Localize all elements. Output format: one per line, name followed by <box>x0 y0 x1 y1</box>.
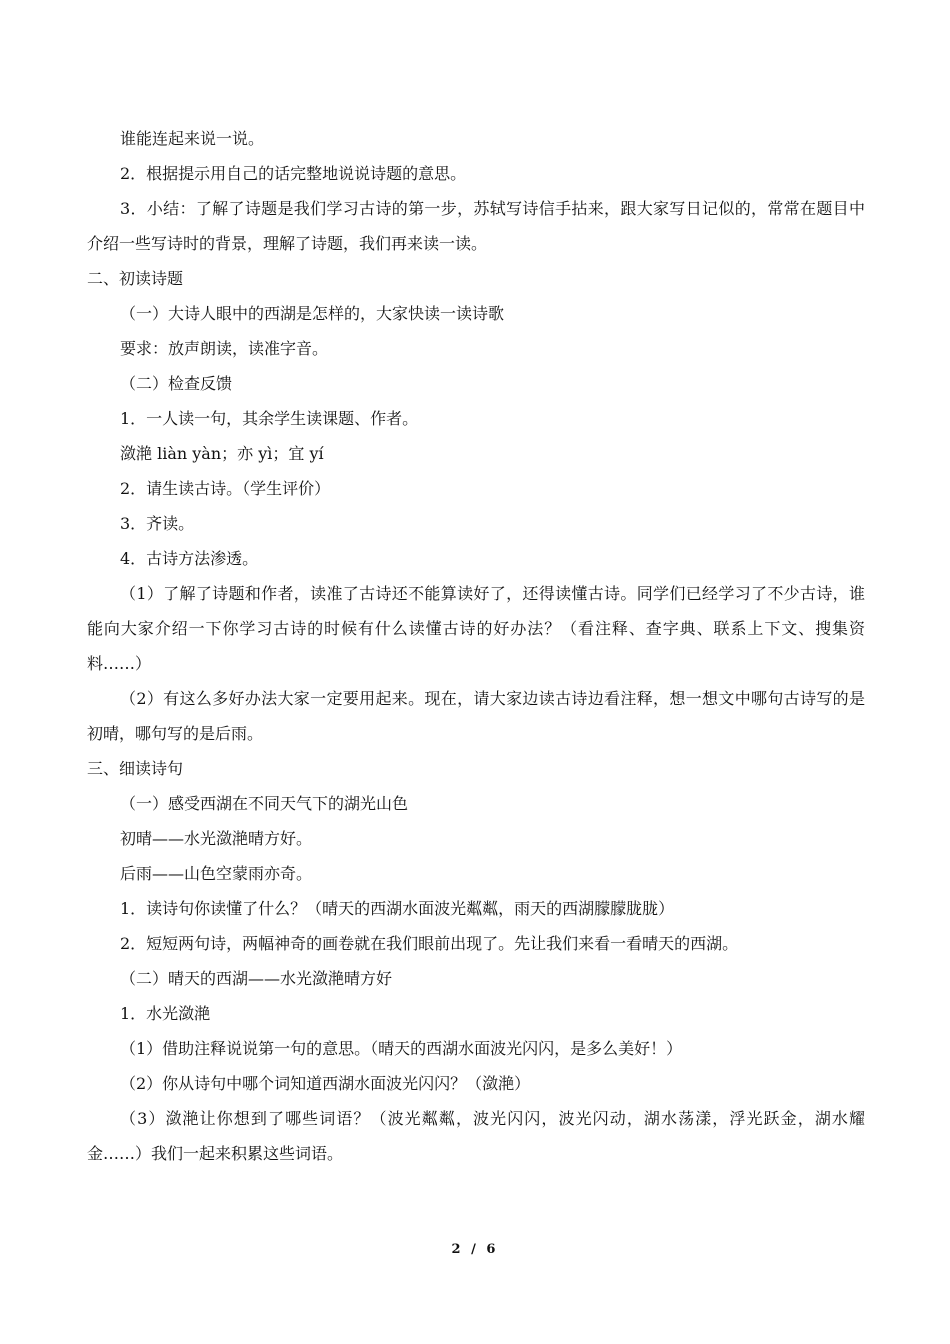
text-line: 后雨——山色空蒙雨亦奇。 <box>120 864 313 883</box>
text-line: 1．读诗句你读懂了什么？（晴天的西湖水面波光粼粼，雨天的西湖朦朦胧胧） <box>120 899 675 918</box>
text-line: （一）大诗人眼中的西湖是怎样的，大家快读一读诗歌 <box>120 304 505 323</box>
text-paragraph: 3．小结：了解了诗题是我们学习古诗的第一步，苏轼写诗信手拈来，跟大家写日记似的，常常在题目中介绍一些写诗时的背景，理解了诗题，我们再来读一读。 <box>87 199 865 253</box>
text-line: （1）借助注释说说第一句的意思。（晴天的西湖水面波光闪闪，是多么美好！） <box>120 1039 683 1058</box>
text-line: 2．请生读古诗。（学生评价） <box>120 479 331 498</box>
text-line: （2）你从诗句中哪个词知道西湖水面波光闪闪？（潋滟） <box>120 1074 531 1093</box>
text-paragraph: （3）潋滟让你想到了哪些词语？（波光粼粼，波光闪闪，波光闪动，湖水荡漾，浮光跃金，湖水耀金……）我们一起来积累这些词语。 <box>87 1109 865 1163</box>
document-body <box>87 121 865 1171</box>
section-heading: 二、初读诗题 <box>87 269 184 288</box>
text-paragraph: （2）有这么多好办法大家一定要用起来。现在，请大家边读古诗边看注释，想一想文中哪句古诗写的是初晴，哪句写的是后雨。 <box>87 689 865 743</box>
text-line: 初晴——水光潋滟晴方好。 <box>120 829 313 848</box>
text-line: （二）晴天的西湖——水光潋滟晴方好 <box>120 969 393 988</box>
text-line: （一）感受西湖在不同天气下的湖光山色 <box>120 794 409 813</box>
section-heading: 三、细读诗句 <box>87 759 184 778</box>
text-line: 2．根据提示用自己的话完整地说说诗题的意思。 <box>120 164 467 183</box>
text-line: 潋滟 liàn yàn；亦 yì；宜 yí <box>120 444 324 463</box>
text-line: 2．短短两句诗，两幅神奇的画卷就在我们眼前出现了。先让我们来看一看晴天的西湖。 <box>120 934 739 953</box>
text-paragraph: （1）了解了诗题和作者，读准了古诗还不能算读好了，还得读懂古诗。同学们已经学习了不少古诗，谁能向大家介绍一下你学习古诗的时候有什么读懂古诗的好办法？（看注释、查字典、联系上下文、搜集资料……） <box>87 584 865 673</box>
text-line: 1．一人读一句，其余学生读课题、作者。 <box>120 409 419 428</box>
page-number: 2 / 6 <box>451 1242 499 1257</box>
text-line: 谁能连起来说一说。 <box>120 129 265 148</box>
text-line: 4．古诗方法渗透。 <box>120 549 259 568</box>
text-line: 3．齐读。 <box>120 514 195 533</box>
text-line: （二）检查反馈 <box>120 374 233 393</box>
text-line: 1．水光潋滟 <box>120 1004 211 1023</box>
text-line: 要求：放声朗读，读准字音。 <box>120 339 329 358</box>
